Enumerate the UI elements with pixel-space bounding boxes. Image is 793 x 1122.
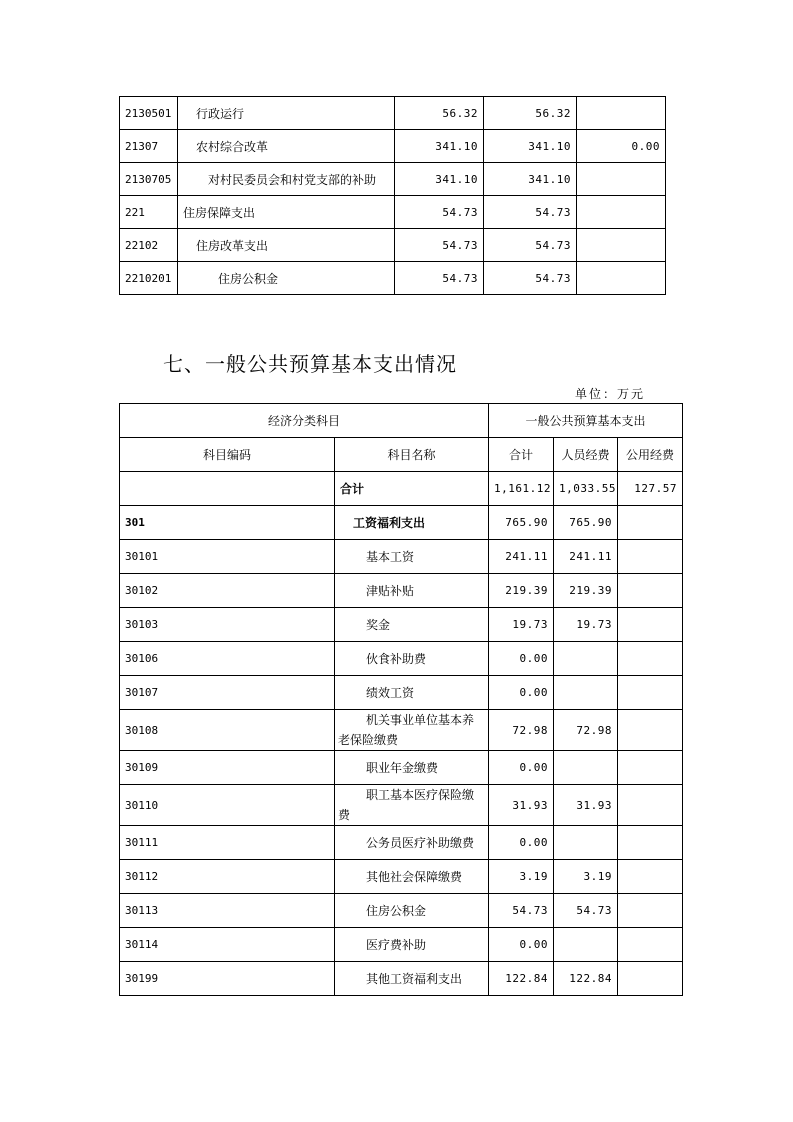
row-personnel: 122.84	[554, 962, 618, 996]
row-value-3	[577, 262, 666, 295]
table-row	[120, 540, 683, 574]
row-name: 其他社会保障缴费	[335, 860, 489, 894]
row-value-1: 341.10	[395, 163, 484, 196]
row-value-2: 341.10	[484, 163, 577, 196]
row-total: 0.00	[489, 751, 554, 785]
table-row	[120, 751, 683, 785]
row-value-1: 54.73	[395, 229, 484, 262]
row-value-2: 341.10	[484, 130, 577, 163]
row-personnel: 54.73	[554, 894, 618, 928]
main-table-body	[120, 472, 683, 996]
table-row	[120, 676, 683, 710]
table-row	[120, 826, 683, 860]
header-total: 合计	[489, 438, 554, 472]
row-total: 0.00	[489, 642, 554, 676]
row-value-3: 0.00	[577, 130, 666, 163]
row-name: 津贴补贴	[335, 574, 489, 608]
row-total: 122.84	[489, 962, 554, 996]
row-personnel: 765.90	[554, 506, 618, 540]
table-row	[120, 506, 683, 540]
row-personnel	[554, 676, 618, 710]
top-table-row	[120, 229, 666, 262]
row-total: 3.19	[489, 860, 554, 894]
unit-label: 单位：万元	[575, 387, 646, 401]
row-personnel: 72.98	[554, 710, 618, 751]
row-name: 工资福利支出	[335, 506, 489, 540]
row-personnel	[554, 751, 618, 785]
row-public	[618, 506, 683, 540]
row-code: 221	[120, 196, 178, 229]
row-public	[618, 710, 683, 751]
row-public	[618, 860, 683, 894]
row-total: 765.90	[489, 506, 554, 540]
table-row	[120, 962, 683, 996]
section-title: 七、一般公共预算基本支出情况	[163, 352, 457, 376]
row-name: 住房保障支出	[178, 196, 395, 229]
row-personnel: 3.19	[554, 860, 618, 894]
row-value-3	[577, 229, 666, 262]
row-name: 奖金	[335, 608, 489, 642]
table-row	[120, 710, 683, 751]
top-budget-table	[119, 96, 666, 295]
row-name: 职业年金缴费	[335, 751, 489, 785]
row-name: 绩效工资	[335, 676, 489, 710]
row-code: 2130501	[120, 97, 178, 130]
row-name: 对村民委员会和村党支部的补助	[178, 163, 395, 196]
row-code: 30108	[120, 710, 335, 751]
row-code: 30106	[120, 642, 335, 676]
row-public	[618, 540, 683, 574]
row-total: 19.73	[489, 608, 554, 642]
row-name: 职工基本医疗保险缴费	[335, 785, 489, 826]
row-name: 行政运行	[178, 97, 395, 130]
row-public	[618, 608, 683, 642]
row-public	[618, 676, 683, 710]
table-row	[120, 894, 683, 928]
row-code: 22102	[120, 229, 178, 262]
top-table-row	[120, 196, 666, 229]
header-econ-class: 经济分类科目	[120, 404, 489, 438]
row-public	[618, 574, 683, 608]
row-name: 住房公积金	[178, 262, 395, 295]
row-code: 30103	[120, 608, 335, 642]
row-name: 其他工资福利支出	[335, 962, 489, 996]
row-total: 31.93	[489, 785, 554, 826]
row-name: 伙食补助费	[335, 642, 489, 676]
row-public	[618, 785, 683, 826]
top-table-row	[120, 130, 666, 163]
table-row	[120, 574, 683, 608]
row-personnel	[554, 642, 618, 676]
row-personnel: 19.73	[554, 608, 618, 642]
row-code: 30113	[120, 894, 335, 928]
table-row	[120, 785, 683, 826]
row-code: 30107	[120, 676, 335, 710]
row-value-3	[577, 163, 666, 196]
row-name: 住房改革支出	[178, 229, 395, 262]
row-code: 30111	[120, 826, 335, 860]
row-name: 机关事业单位基本养老保险缴费	[335, 710, 489, 751]
row-value-1: 341.10	[395, 130, 484, 163]
row-code: 2210201	[120, 262, 178, 295]
row-code: 30109	[120, 751, 335, 785]
row-personnel	[554, 826, 618, 860]
header-budget-basic: 一般公共预算基本支出	[489, 404, 683, 438]
row-code: 30102	[120, 574, 335, 608]
total-code-cell	[120, 472, 335, 506]
row-name: 住房公积金	[335, 894, 489, 928]
table-row	[120, 642, 683, 676]
row-code: 30112	[120, 860, 335, 894]
header-personnel: 人员经费	[554, 438, 618, 472]
row-total: 54.73	[489, 894, 554, 928]
row-total: 0.00	[489, 928, 554, 962]
row-code: 30199	[120, 962, 335, 996]
row-code: 30101	[120, 540, 335, 574]
row-value-3	[577, 196, 666, 229]
row-total: 241.11	[489, 540, 554, 574]
row-value-2: 54.73	[484, 229, 577, 262]
row-personnel: 219.39	[554, 574, 618, 608]
row-code: 30114	[120, 928, 335, 962]
row-code: 21307	[120, 130, 178, 163]
total-public: 127.57	[618, 472, 683, 506]
row-name: 公务员医疗补助缴费	[335, 826, 489, 860]
row-public	[618, 894, 683, 928]
row-public	[618, 642, 683, 676]
header-code: 科目编码	[120, 438, 335, 472]
row-total: 0.00	[489, 676, 554, 710]
top-table-row	[120, 163, 666, 196]
table-row	[120, 608, 683, 642]
header-name: 科目名称	[335, 438, 489, 472]
row-value-2: 54.73	[484, 262, 577, 295]
row-total: 219.39	[489, 574, 554, 608]
row-personnel: 241.11	[554, 540, 618, 574]
row-name: 医疗费补助	[335, 928, 489, 962]
row-public	[618, 826, 683, 860]
row-public	[618, 928, 683, 962]
row-name: 基本工资	[335, 540, 489, 574]
row-code: 301	[120, 506, 335, 540]
row-value-2: 54.73	[484, 196, 577, 229]
table-row	[120, 928, 683, 962]
basic-expenditure-table	[119, 403, 683, 996]
row-personnel: 31.93	[554, 785, 618, 826]
row-public	[618, 751, 683, 785]
row-name: 农村综合改革	[178, 130, 395, 163]
header-public: 公用经费	[618, 438, 683, 472]
table-row	[120, 860, 683, 894]
total-total: 1,161.12	[489, 472, 554, 506]
row-code: 2130705	[120, 163, 178, 196]
top-table-body	[120, 97, 666, 295]
row-value-3	[577, 97, 666, 130]
row-value-2: 56.32	[484, 97, 577, 130]
row-value-1: 56.32	[395, 97, 484, 130]
total-row	[120, 472, 683, 506]
row-code: 30110	[120, 785, 335, 826]
row-public	[618, 962, 683, 996]
row-total: 0.00	[489, 826, 554, 860]
total-label: 合计	[335, 472, 489, 506]
row-value-1: 54.73	[395, 262, 484, 295]
total-personnel: 1,033.55	[554, 472, 618, 506]
row-value-1: 54.73	[395, 196, 484, 229]
top-table-row	[120, 97, 666, 130]
top-table-row	[120, 262, 666, 295]
row-total: 72.98	[489, 710, 554, 751]
row-personnel	[554, 928, 618, 962]
